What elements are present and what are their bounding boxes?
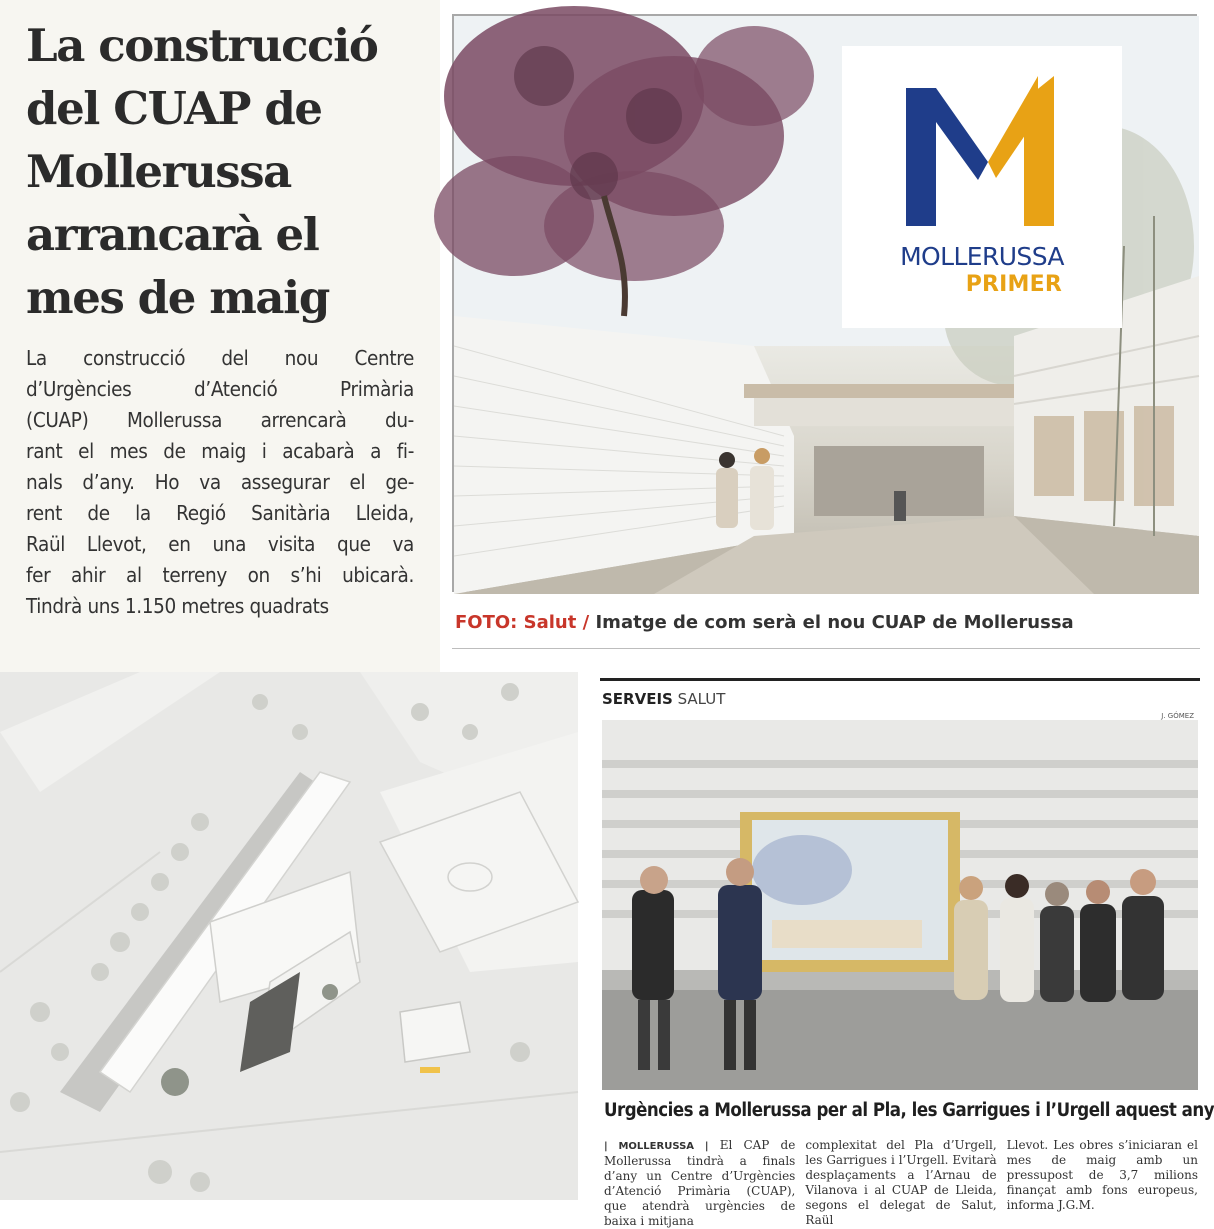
headline-line: mes de maig [26, 271, 329, 324]
caption-separator: / [582, 612, 590, 633]
article-columns [604, 1138, 1198, 1228]
photo-credit: J. GÓMEZ [1161, 712, 1194, 720]
article-title: Urgències a Mollerussa per al Pla, les Garrigues i l’Urgell aquest any [604, 1100, 1214, 1121]
aerial-render-image [0, 672, 578, 1200]
group-photo [602, 720, 1198, 1090]
body-line: Raül Llevot, en una visita que va [26, 532, 414, 556]
clipping-top-rule [600, 678, 1200, 681]
caption-credit: FOTO: Salut [455, 612, 577, 633]
caption-divider [452, 648, 1200, 649]
subsection-name: SALUT [677, 690, 726, 708]
body-line: nals d’any. Ho va assegurar el ge- [26, 470, 414, 494]
body-line: rant el mes de maig i acabarà a fi- [26, 439, 414, 463]
headline-line: Mollerussa [26, 145, 291, 198]
headline-line: arrancarà el [26, 208, 319, 261]
column-text: complexitat del Pla d’Urgell, les Garrigues i l’Urgell. Evitarà desplaçaments a l’Arnau de Vilanova i al CUAP de Lleida, segons el delegat de Salut, Raül [805, 1138, 997, 1227]
group-photo-illustration [602, 720, 1198, 1090]
column-text: El CAP de Mollerussa tindrà a finals d’any un Centre d’Urgències d’Atenció Primària (CUAP), que atendrà urgències de baixa i mitjana [604, 1138, 796, 1228]
body-line: rent de la Regió Sanitària Lleida, [26, 501, 414, 525]
headline-line: La construcció [26, 19, 378, 72]
section-name: SERVEIS [602, 690, 673, 708]
article-headline [26, 14, 426, 329]
photo-caption [455, 612, 1074, 633]
body-line: (CUAP) Mollerussa arrencarà du- [26, 408, 414, 432]
article-body [26, 343, 414, 622]
article-column [1006, 1138, 1198, 1212]
article-column [604, 1138, 796, 1228]
aerial-illustration [0, 672, 578, 1200]
article-column [805, 1138, 997, 1227]
logo-brand-name: MOLLERUSSA [900, 242, 1064, 271]
headline-line: del CUAP de [26, 82, 322, 135]
body-line: d’Urgències d’Atenció Primària [26, 377, 414, 401]
logo-brand-tagline: PRIMER [965, 272, 1062, 297]
location-kicker: | MOLLERUSSA | [604, 1141, 709, 1152]
body-line: fer ahir al terreny on s’hi ubicarà. [26, 563, 414, 587]
body-line: La construcció del nou Centre [26, 346, 414, 370]
column-text: Llevot. Les obres s’iniciaran el mes de maig amb un pressupost de 3,7 milions finançat amb fons europeus, informa J.G.M. [1006, 1138, 1198, 1212]
mollerussa-primer-logo [842, 46, 1122, 328]
m-monogram-icon [906, 76, 1058, 232]
section-label [602, 690, 725, 708]
body-line: Tindrà uns 1.150 metres quadrats [26, 594, 329, 618]
article-clipping-top [0, 0, 440, 672]
article-clipping-bottom [584, 672, 1214, 1228]
caption-text: Imatge de com serà el nou CUAP de Mollerussa [595, 612, 1074, 633]
